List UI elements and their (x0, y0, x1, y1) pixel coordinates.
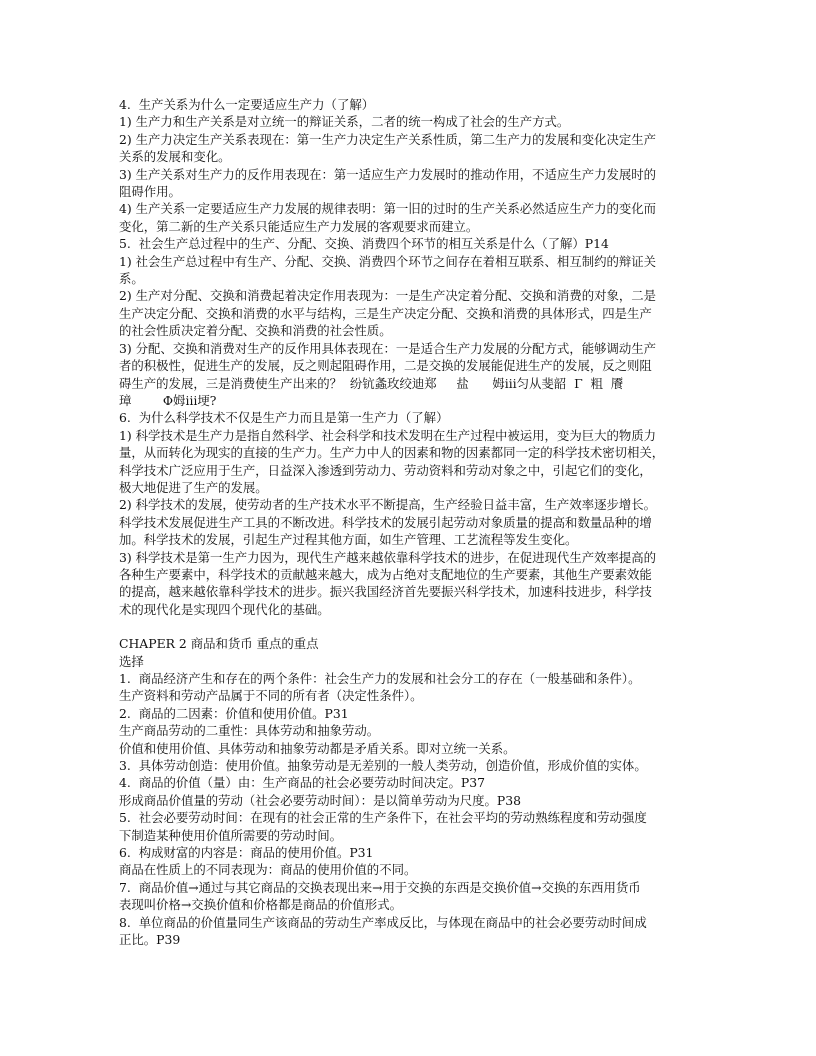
text-line: 系。 (119, 271, 144, 287)
text-line: 3. 具体劳动创造：使用价值。抽象劳动是无差别的一般人类劳动，创造价值，形成价值的实体。 (119, 758, 647, 774)
text-line: 2) 生产力决定生产关系表现在：第一生产力决定生产关系性质，第二生产力的发展和变化决定生产 (119, 131, 657, 147)
text-line: 3) 生产关系对生产力的反作用表现在：第一适应生产力发展时的推动作用，不适应生产力发展时的 (119, 166, 657, 182)
chapter-heading: CHAPER 2 商品和货币 重点的重点 (119, 636, 319, 652)
text-line: 生产资料和劳动产品属于不同的所有者（决定性条件）。 (119, 688, 423, 704)
text-line: 2) 生产对分配、交换和消费起着决定作用表现为：一是生产决定着分配、交换和消费的对象，二是 (119, 288, 657, 304)
text-line: 者的积极性，促进生产的发展，反之则起阻碍作用，二是交换的发展能促进生产的发展，反之则阻 (119, 358, 652, 374)
text-line: 7. 商品价值→通过与其它商品的交换表现出来→用于交换的东西是交换价值→交换的东西用货币 (119, 879, 641, 895)
text-line: 商品在性质上的不同表现为：商品的使用价值的不同。 (119, 862, 417, 878)
text-line: 的社会性质决定着分配、交换和消费的社会性质。 (119, 323, 392, 339)
text-line: 科学技术广泛应用于生产，日益深入渗透到劳动力、劳动资料和劳动对象之中，引起它们的变化， (119, 462, 652, 478)
text-line: 形成商品价值量的劳动（社会必要劳动时间）：是以简单劳动为尺度。P38 (119, 792, 522, 808)
text-line: 5. 社会必要劳动时间：在现有的社会正常的生产条件下，在社会平均的劳动熟练程度和劳动强度 (119, 810, 647, 826)
text-line: 8. 单位商品的价值量同生产该商品的劳动生产率成反比，与体现在商品中的社会必要劳动时间成 (119, 914, 647, 930)
text-line: 变化，第二新的生产关系只能适应生产力发展的客观要求而建立。 (119, 218, 479, 234)
text-line: 各种生产要素中，科学技术的贡献越来越大，成为占绝对支配地位的生产要素，其他生产要素效能 (119, 566, 652, 582)
section-gap (119, 618, 699, 635)
text-line: 关系的发展和变化。 (119, 149, 231, 165)
section-chapter-1-text (119, 96, 699, 618)
text-line: 1) 生产力和生产关系是对立统一的辩证关系，二者的统一构成了社会的生产方式。 (119, 114, 570, 130)
text-line: 生产商品劳动的二重性：具体劳动和抽象劳动。 (119, 723, 380, 739)
text-line: 1) 社会生产总过程中有生产、分配、交换、消费四个环节之间存在着相互联系、相互制约的辩证关 (119, 253, 657, 269)
text-line: 5. 社会生产总过程中的生产、分配、交换、消费四个环节的相互关系是什么（了解）P14 (119, 236, 609, 252)
document-page (119, 96, 699, 949)
section-chapter-2-text (119, 635, 699, 948)
text-line: 价值和使用价值、具体劳动和抽象劳动都是矛盾关系。即对立统一关系。 (119, 740, 516, 756)
text-line: 1) 科学技术是生产力是指自然科学、社会科学和技术发明在生产过程中被运用，变为巨大的物质力 (119, 427, 657, 443)
text-line: 2) 科学技术的发展，使劳动者的生产技术水平不断提高，生产经验日益丰富，生产效率逐步增长。 (119, 497, 657, 513)
text-line: 正比。P39 (119, 932, 181, 948)
text-line: 极大地促进了生产的发展。 (119, 479, 268, 495)
text-line: 4. 商品的价值（量）由：生产商品的社会必要劳动时间决定。P37 (119, 775, 485, 791)
text-line: 科学技术发展促进生产工具的不断改进。科学技术的发展引起劳动对象质量的提高和数量品种的增 (119, 514, 652, 530)
text-line: 1. 商品经济产生和存在的两个条件：社会生产力的发展和社会分工的存在（一般基础和条件）。 (119, 671, 641, 686)
text-line: 生产决定分配、交换和消费的水平与结构，三是生产决定分配、交换和消费的具体形式，四是生产 (119, 305, 652, 321)
text-line: 4) 生产关系一定要适应生产力发展的规律表明：第一旧的过时的生产关系必然适应生产力的变化而 (119, 201, 657, 217)
text-line: 的提高，越来越依靠科学技术的进步。振兴我国经济首先要振兴科学技术，加速科技进步，科学技 (119, 584, 652, 600)
text-line: 2. 商品的二因素：价值和使用价值。P31 (119, 705, 349, 721)
text-line: 6. 为什么科学技术不仅是生产力而且是第一生产力（了解） (119, 410, 449, 426)
section-label: 选择 (119, 653, 144, 669)
text-line: 6. 构成财富的内容是：商品的使用价值。P31 (119, 845, 374, 861)
text-line: 碍生产的发展，三是消费使生产出来的？ 纷钪螽玫绞迪郑 盐 姆ⅲ匀从斐韶 Γ 粗 餍 (119, 375, 624, 391)
text-line: 4. 生产关系为什么一定要适应生产力（了解） (119, 97, 375, 112)
text-line: 表现叫价格→交换价值和价格都是商品的价值形式。 (119, 897, 402, 913)
text-line: 3) 分配、交换和消费对生产的反作用具体表现在：一是适合生产力发展的分配方式，能够调动生产 (119, 340, 657, 356)
text-line: 加。科学技术的发展，引起生产过程其他方面，如生产管理、工艺流程等发生变化。 (119, 532, 578, 548)
text-line: 阻碍作用。 (119, 184, 181, 200)
text-line: 量，从而转化为现实的直接的生产力。生产力中人的因素和物的因素都同一定的科学技术密切相关， (119, 445, 665, 461)
text-line: 璋 Φ姆ⅲ埂? (119, 392, 217, 408)
text-line: 下制造某种使用价值所需要的劳动时间。 (119, 827, 343, 843)
text-line: 术的现代化是实现四个现代化的基础。 (119, 601, 330, 617)
text-line: 3) 科学技术是第一生产力因为，现代生产越来越依靠科学技术的进步，在促进现代生产效率提高的 (119, 549, 657, 565)
